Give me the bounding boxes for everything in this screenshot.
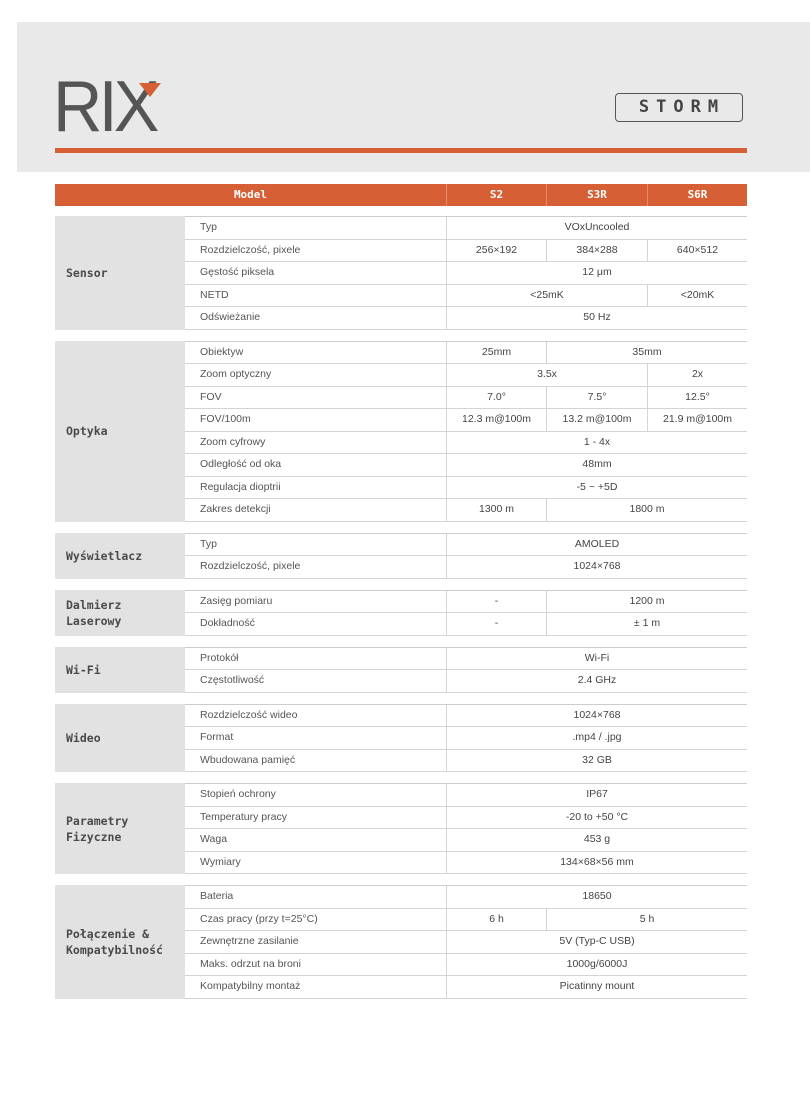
spec-label: Zoom optyczny — [200, 368, 272, 380]
spec-label: Bateria — [200, 890, 234, 902]
spec-value: .mp4 / .jpg — [446, 727, 747, 749]
spec-value: Wi-Fi — [446, 648, 747, 670]
spec-value: 5V (Typ-C USB) — [446, 931, 747, 953]
table-row — [185, 534, 747, 557]
spec-value: 6 h — [446, 909, 546, 931]
spec-value: IP67 — [446, 784, 747, 806]
spec-section — [55, 216, 747, 330]
table-row — [185, 217, 747, 240]
spec-label: Częstotliwość — [200, 674, 265, 686]
table-row — [185, 262, 747, 285]
spec-label: Zakres detekcji — [200, 503, 271, 515]
spec-value: <20mK — [647, 285, 747, 307]
spec-value: 2x — [647, 364, 747, 386]
spec-value: 5 h — [546, 909, 747, 931]
spec-value: 1024×768 — [446, 556, 747, 578]
spec-value: 134×68×56 mm — [446, 852, 747, 874]
spec-label: Regulacja dioptrii — [200, 480, 281, 493]
section-rows — [185, 704, 747, 773]
spec-label: Kompatybilny montaż — [200, 980, 301, 992]
table-row — [185, 454, 747, 477]
spec-value: 25mm — [446, 342, 546, 364]
section-title: Optyka — [55, 341, 185, 522]
section-title: Dalmierz Laserowy — [55, 590, 185, 636]
section-title: Sensor — [55, 216, 185, 330]
spec-label: Obiektyw — [200, 345, 244, 358]
spec-value: 384×288 — [546, 240, 647, 262]
section-rows — [185, 533, 747, 579]
section-rows — [185, 647, 747, 693]
table-row — [185, 240, 747, 263]
table-row — [185, 499, 747, 522]
accent-divider — [55, 148, 747, 153]
section-title: Parametry Fizyczne — [55, 783, 185, 874]
spec-section — [55, 704, 747, 773]
section-rows — [185, 341, 747, 522]
spec-label: Format — [200, 731, 234, 743]
spec-label: Typ — [200, 537, 217, 550]
spec-value: 3.5x — [446, 364, 647, 386]
spec-value: 453 g — [446, 829, 747, 851]
spec-section — [55, 783, 747, 874]
spec-section — [55, 533, 747, 579]
spec-label: Dokładność — [200, 617, 255, 629]
spec-value: 7.5° — [546, 387, 647, 409]
spec-section — [55, 590, 747, 636]
logo-accent-triangle — [139, 83, 161, 97]
table-row — [185, 364, 747, 387]
spec-value: 21.9 m@100m — [647, 409, 747, 431]
spec-section — [55, 647, 747, 693]
spec-label: Rozdzielczość, pixele — [200, 243, 301, 256]
table-row — [185, 750, 747, 773]
spec-label: FOV/100m — [200, 413, 251, 425]
spec-value: 1200 m — [546, 591, 747, 613]
spec-value: 13.2 m@100m — [546, 409, 647, 431]
spec-value: 18650 — [446, 886, 747, 908]
table-row — [185, 613, 747, 636]
spec-label: Stopień ochrony — [200, 788, 276, 800]
spec-label: Protokół — [200, 651, 239, 664]
section-rows — [185, 590, 747, 636]
table-row — [185, 705, 747, 728]
table-row — [185, 285, 747, 308]
spec-label: Czas pracy (przy t=25°C) — [200, 912, 318, 925]
table-row — [185, 931, 747, 954]
table-row — [185, 307, 747, 330]
table-row — [185, 852, 747, 875]
spec-value: 640×512 — [647, 240, 747, 262]
section-title: Wi-Fi — [55, 647, 185, 693]
table-row — [185, 387, 747, 410]
spec-value: -20 to +50 °C — [446, 807, 747, 829]
table-row — [185, 976, 747, 999]
spec-value: 12 μm — [446, 262, 747, 284]
spec-value: <25mK — [446, 285, 647, 307]
table-row — [185, 909, 747, 932]
spec-label: Wbudowana pamięć — [200, 753, 296, 766]
spec-value: AMOLED — [446, 534, 747, 556]
spec-value: 256×192 — [446, 240, 546, 262]
spec-label: NETD — [200, 288, 229, 301]
spec-section — [55, 885, 747, 999]
spec-label: Rozdzielczość wideo — [200, 708, 298, 721]
spec-label: FOV — [200, 390, 222, 403]
spec-value: 1800 m — [546, 499, 747, 521]
section-title: Wideo — [55, 704, 185, 773]
table-row — [185, 342, 747, 365]
table-row — [185, 409, 747, 432]
spec-value: VOxUncooled — [446, 217, 747, 239]
spec-value: 12.3 m@100m — [446, 409, 546, 431]
spec-label: Typ — [200, 221, 217, 233]
spec-value: 12.5° — [647, 387, 747, 409]
spec-value: -5 ~ +5D — [446, 477, 747, 499]
spec-label: Maks. odrzut na broni — [200, 957, 301, 970]
section-rows — [185, 885, 747, 999]
table-row — [185, 829, 747, 852]
spec-label: Temperatury pracy — [200, 810, 287, 823]
spec-label: Rozdzielczość, pixele — [200, 560, 301, 572]
product-name-badge: STORM — [615, 93, 743, 122]
spec-label: Odświeżanie — [200, 311, 261, 323]
spec-table — [55, 216, 747, 1010]
model-header: Model — [233, 188, 268, 201]
spec-label: Odległość od oka — [200, 458, 282, 470]
spec-label: Wymiary — [200, 855, 241, 868]
table-row — [185, 477, 747, 500]
spec-value: 1300 m — [446, 499, 546, 521]
table-row — [185, 784, 747, 807]
col-header-s3r: S3R — [546, 184, 647, 206]
rix-logo — [53, 67, 173, 147]
section-title: Wyświetlacz — [55, 533, 185, 579]
section-rows — [185, 783, 747, 874]
table-row — [185, 886, 747, 909]
spec-value: 1024×768 — [446, 705, 747, 727]
spec-value: 32 GB — [446, 750, 747, 772]
table-row — [185, 648, 747, 671]
table-row — [185, 954, 747, 977]
section-title: Połączenie & Kompatybilność — [55, 885, 185, 999]
spec-value: - — [446, 613, 546, 635]
table-row — [185, 556, 747, 579]
col-header-s2: S2 — [446, 184, 546, 206]
spec-value: 35mm — [546, 342, 747, 364]
table-row — [185, 432, 747, 455]
spec-value: Picatinny mount — [446, 976, 747, 998]
table-row — [185, 670, 747, 693]
spec-section — [55, 341, 747, 522]
spec-value: 7.0° — [446, 387, 546, 409]
col-header-s6r: S6R — [647, 184, 747, 206]
spec-label: Zasięg pomiaru — [200, 594, 273, 607]
spec-value: 1 - 4x — [446, 432, 747, 454]
section-rows — [185, 216, 747, 330]
table-row — [185, 807, 747, 830]
spec-value: - — [446, 591, 546, 613]
brand-wordmark: RIX — [53, 67, 156, 147]
spec-label: Waga — [200, 833, 228, 845]
spec-value: ± 1 m — [546, 613, 747, 635]
table-row — [185, 591, 747, 614]
table-header — [55, 184, 747, 206]
spec-value: 2.4 GHz — [446, 670, 747, 692]
spec-value: 1000g/6000J — [446, 954, 747, 976]
spec-label: Zewnętrzne zasilanie — [200, 935, 299, 947]
spec-value: 50 Hz — [446, 307, 747, 329]
table-row — [185, 727, 747, 750]
spec-label: Zoom cyfrowy — [200, 435, 266, 448]
spec-label: Gęstość piksela — [200, 266, 275, 278]
spec-value: 48mm — [446, 454, 747, 476]
